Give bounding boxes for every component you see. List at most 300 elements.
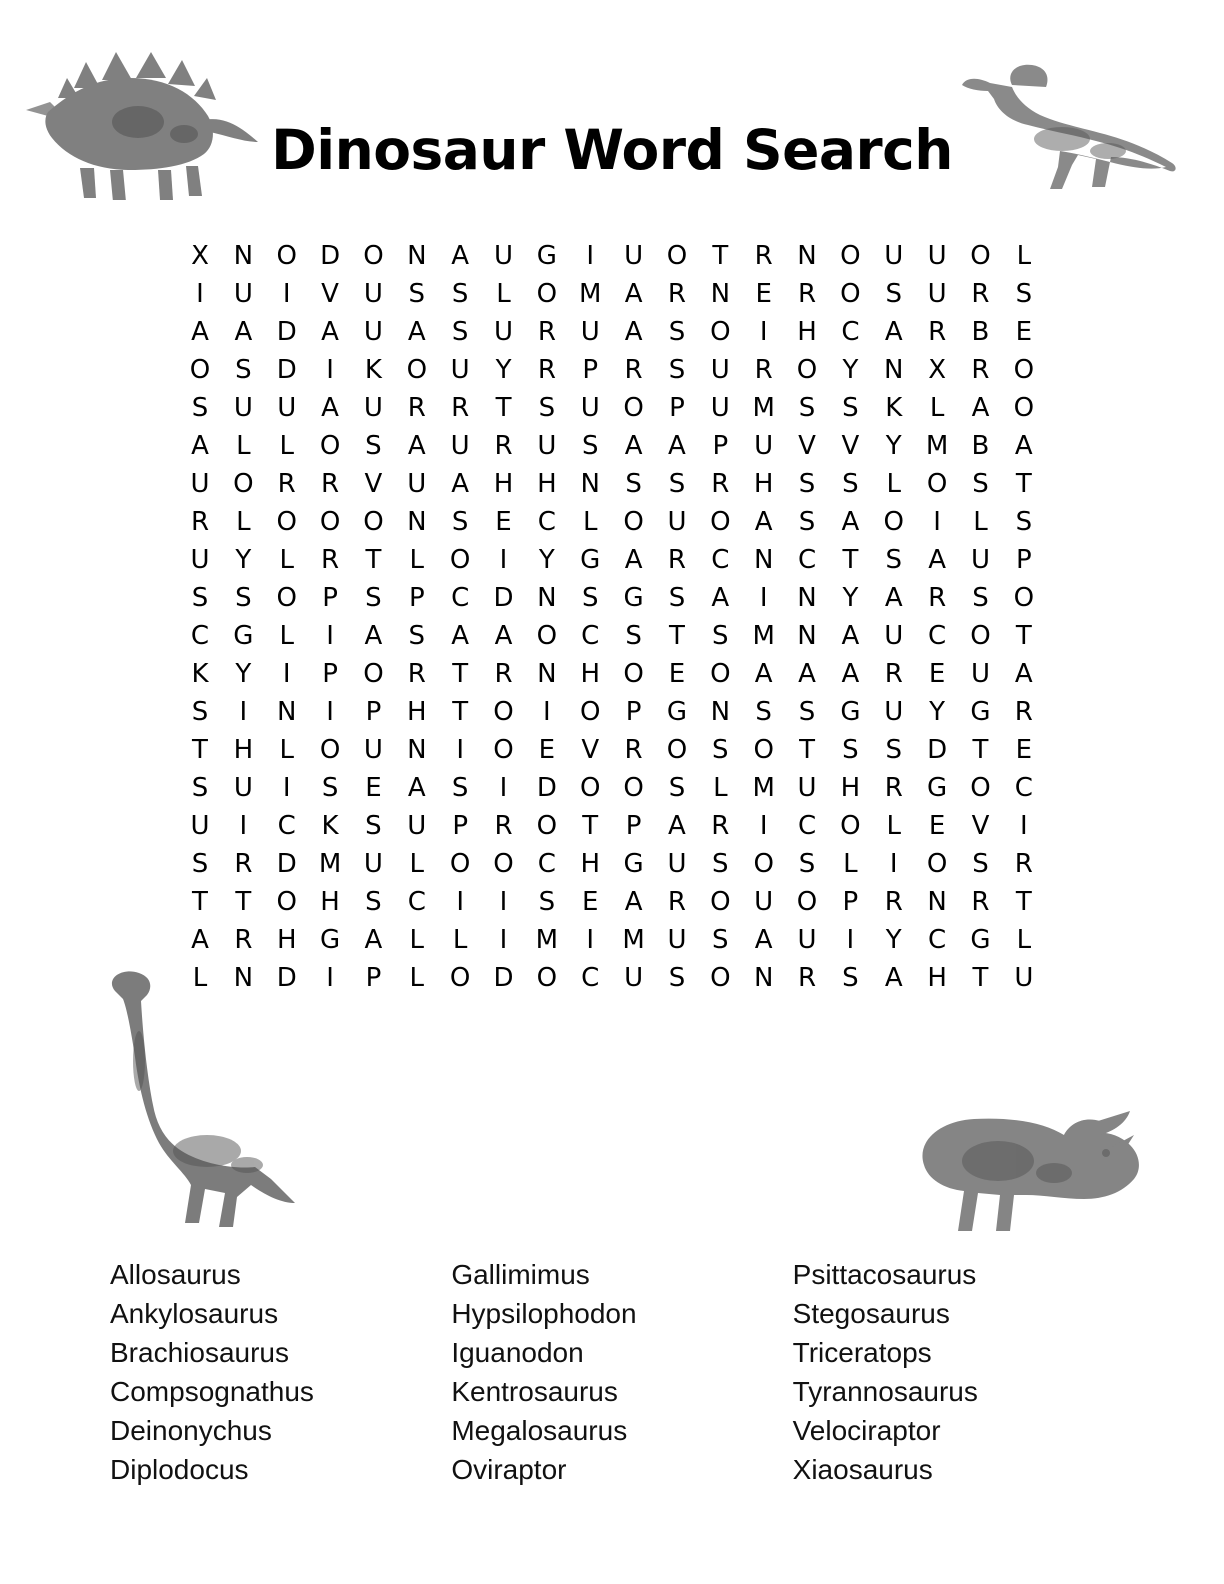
grid-cell[interactable]: I bbox=[1019, 811, 1028, 841]
grid-cell[interactable]: O bbox=[796, 887, 818, 917]
grid-cell[interactable]: O bbox=[623, 659, 644, 689]
grid-cell[interactable]: R bbox=[1014, 849, 1033, 879]
grid-cell[interactable]: O bbox=[233, 469, 254, 499]
grid-cell[interactable]: T bbox=[452, 659, 469, 689]
grid-cell[interactable]: I bbox=[282, 279, 291, 309]
grid-cell[interactable]: I bbox=[456, 735, 464, 765]
grid-cell[interactable]: A bbox=[321, 317, 339, 347]
grid-cell[interactable]: L bbox=[886, 469, 901, 499]
grid-cell[interactable]: U bbox=[754, 887, 774, 917]
grid-cell[interactable]: M bbox=[752, 393, 775, 423]
grid-cell[interactable]: H bbox=[320, 887, 340, 917]
grid-cell[interactable]: S bbox=[885, 545, 902, 575]
grid-cell[interactable]: O bbox=[926, 469, 948, 499]
grid-cell[interactable]: K bbox=[364, 355, 382, 385]
grid-cell[interactable]: R bbox=[494, 659, 513, 689]
grid-cell[interactable]: U bbox=[407, 469, 427, 499]
grid-cell[interactable]: O bbox=[710, 887, 731, 917]
grid-cell[interactable]: A bbox=[364, 621, 383, 651]
grid-cell[interactable]: S bbox=[365, 811, 382, 841]
grid-cell[interactable]: Y bbox=[538, 545, 555, 575]
grid-cell[interactable]: G bbox=[536, 241, 557, 271]
grid-cell[interactable]: I bbox=[282, 773, 291, 803]
grid-cell[interactable]: U bbox=[450, 431, 470, 461]
grid-cell[interactable]: G bbox=[840, 697, 861, 727]
grid-cell[interactable]: R bbox=[797, 279, 817, 309]
grid-cell[interactable]: G bbox=[623, 583, 644, 613]
grid-cell[interactable]: H bbox=[407, 697, 427, 727]
grid-cell[interactable]: T bbox=[669, 621, 685, 651]
grid-cell[interactable]: L bbox=[279, 545, 294, 575]
grid-cell[interactable]: A bbox=[407, 773, 426, 803]
grid-cell[interactable]: O bbox=[753, 735, 774, 765]
grid-cell[interactable]: O bbox=[449, 849, 471, 879]
grid-cell[interactable]: M bbox=[752, 773, 775, 803]
grid-cell[interactable]: S bbox=[538, 393, 556, 423]
grid-cell[interactable]: U bbox=[667, 849, 687, 879]
word-list-item[interactable]: Brachiosaurus bbox=[110, 1337, 289, 1368]
grid-cell[interactable]: U bbox=[710, 355, 730, 385]
grid-cell[interactable]: E bbox=[755, 279, 772, 309]
grid-cell[interactable]: O bbox=[623, 393, 644, 423]
grid-cell[interactable]: E bbox=[928, 659, 946, 689]
grid-cell[interactable]: A bbox=[191, 925, 209, 955]
grid-cell[interactable]: O bbox=[796, 355, 818, 385]
grid-cell[interactable]: B bbox=[971, 431, 990, 461]
grid-cell[interactable]: U bbox=[667, 925, 687, 955]
grid-cell[interactable]: I bbox=[456, 887, 464, 917]
grid-cell[interactable]: P bbox=[322, 583, 338, 613]
grid-cell[interactable]: I bbox=[759, 317, 768, 347]
grid-cell[interactable]: P bbox=[842, 887, 859, 917]
grid-cell[interactable]: S bbox=[451, 317, 469, 347]
grid-cell[interactable]: U bbox=[970, 545, 990, 575]
grid-cell[interactable]: P bbox=[365, 963, 382, 993]
grid-cell[interactable]: H bbox=[233, 735, 254, 765]
grid-cell[interactable]: A bbox=[668, 431, 686, 461]
grid-cell[interactable]: U bbox=[494, 241, 514, 271]
grid-cell[interactable]: R bbox=[971, 279, 990, 309]
grid-cell[interactable]: L bbox=[929, 393, 945, 423]
grid-cell[interactable]: U bbox=[797, 925, 817, 955]
grid-cell[interactable]: D bbox=[536, 773, 557, 803]
grid-cell[interactable]: E bbox=[538, 735, 556, 765]
grid-cell[interactable]: R bbox=[234, 925, 253, 955]
grid-cell[interactable]: T bbox=[192, 887, 208, 917]
grid-cell[interactable]: S bbox=[625, 621, 642, 651]
grid-cell[interactable]: C bbox=[841, 317, 860, 347]
grid-cell[interactable]: O bbox=[970, 773, 991, 803]
grid-cell[interactable]: K bbox=[321, 811, 339, 841]
grid-cell[interactable]: L bbox=[279, 735, 294, 765]
word-list-item[interactable]: Megalosaurus bbox=[451, 1415, 628, 1446]
grid-cell[interactable]: L bbox=[496, 279, 511, 309]
grid-cell[interactable]: O bbox=[710, 507, 731, 537]
grid-cell[interactable]: D bbox=[276, 317, 297, 347]
grid-cell[interactable]: S bbox=[798, 469, 816, 499]
word-list-item[interactable]: Iguanodon bbox=[451, 1337, 584, 1368]
grid-cell[interactable]: L bbox=[452, 925, 468, 955]
grid-cell[interactable]: O bbox=[363, 507, 384, 537]
grid-cell[interactable]: O bbox=[710, 963, 731, 993]
grid-cell[interactable]: N bbox=[927, 887, 947, 917]
grid-cell[interactable]: B bbox=[971, 317, 990, 347]
grid-cell[interactable]: S bbox=[1015, 279, 1033, 309]
grid-cell[interactable]: O bbox=[536, 621, 558, 651]
grid-cell[interactable]: N bbox=[537, 659, 557, 689]
grid-cell[interactable]: S bbox=[712, 925, 729, 955]
grid-cell[interactable]: R bbox=[711, 811, 730, 841]
grid-cell[interactable]: N bbox=[797, 241, 817, 271]
grid-cell[interactable]: N bbox=[710, 279, 731, 309]
grid-cell[interactable]: L bbox=[843, 849, 858, 879]
grid-cell[interactable]: P bbox=[322, 659, 338, 689]
grid-cell[interactable]: E bbox=[495, 507, 512, 537]
grid-cell[interactable]: U bbox=[884, 697, 904, 727]
grid-cell[interactable]: N bbox=[884, 355, 904, 385]
grid-cell[interactable]: U bbox=[190, 545, 210, 575]
grid-cell[interactable]: U bbox=[580, 317, 600, 347]
grid-cell[interactable]: A bbox=[407, 431, 426, 461]
grid-cell[interactable]: I bbox=[326, 697, 334, 727]
grid-cell[interactable]: O bbox=[926, 849, 948, 879]
grid-cell[interactable]: S bbox=[321, 773, 339, 803]
word-list-item[interactable]: Xiaosaurus bbox=[792, 1454, 933, 1485]
grid-cell[interactable]: A bbox=[841, 507, 860, 537]
grid-cell[interactable]: R bbox=[277, 469, 296, 499]
grid-cell[interactable]: I bbox=[586, 925, 595, 955]
grid-cell[interactable]: C bbox=[581, 621, 600, 651]
grid-cell[interactable]: U bbox=[190, 469, 210, 499]
grid-cell[interactable]: R bbox=[667, 545, 686, 575]
grid-cell[interactable]: I bbox=[543, 697, 551, 727]
word-list-item[interactable]: Velociraptor bbox=[792, 1415, 941, 1446]
grid-cell[interactable]: L bbox=[1016, 241, 1032, 271]
grid-cell[interactable]: S bbox=[668, 773, 686, 803]
grid-cell[interactable]: E bbox=[582, 887, 599, 917]
grid-cell[interactable]: S bbox=[668, 469, 686, 499]
grid-cell[interactable]: C bbox=[928, 925, 947, 955]
grid-cell[interactable]: L bbox=[409, 963, 425, 993]
grid-cell[interactable]: S bbox=[1015, 507, 1033, 537]
grid-cell[interactable]: I bbox=[586, 241, 595, 271]
grid-cell[interactable]: E bbox=[668, 659, 686, 689]
word-list-item[interactable]: Deinonychus bbox=[110, 1415, 272, 1446]
grid-cell[interactable]: T bbox=[365, 545, 382, 575]
grid-cell[interactable]: S bbox=[842, 393, 859, 423]
grid-cell[interactable]: V bbox=[798, 431, 816, 461]
word-list-item[interactable]: Triceratops bbox=[792, 1337, 932, 1368]
grid-cell[interactable]: R bbox=[928, 583, 947, 613]
grid-cell[interactable]: K bbox=[885, 393, 903, 423]
grid-cell[interactable]: N bbox=[407, 735, 427, 765]
grid-cell[interactable]: U bbox=[1014, 963, 1034, 993]
grid-cell[interactable]: O bbox=[710, 317, 731, 347]
grid-cell[interactable]: G bbox=[623, 849, 644, 879]
grid-cell[interactable]: S bbox=[755, 697, 772, 727]
grid-cell[interactable]: S bbox=[451, 507, 469, 537]
grid-cell[interactable]: I bbox=[846, 925, 855, 955]
grid-cell[interactable]: O bbox=[1013, 393, 1035, 423]
grid-cell[interactable]: O bbox=[319, 507, 341, 537]
grid-cell[interactable]: S bbox=[365, 887, 382, 917]
grid-cell[interactable]: T bbox=[1015, 887, 1032, 917]
grid-cell[interactable]: S bbox=[408, 621, 426, 651]
grid-cell[interactable]: E bbox=[365, 773, 382, 803]
grid-cell[interactable]: I bbox=[759, 811, 768, 841]
grid-cell[interactable]: A bbox=[1014, 431, 1033, 461]
grid-cell[interactable]: T bbox=[1015, 621, 1032, 651]
grid-cell[interactable]: R bbox=[1014, 697, 1033, 727]
grid-cell[interactable]: S bbox=[451, 279, 469, 309]
grid-cell[interactable]: R bbox=[884, 773, 903, 803]
grid-cell[interactable]: I bbox=[889, 849, 898, 879]
grid-cell[interactable]: U bbox=[927, 279, 947, 309]
grid-cell[interactable]: L bbox=[409, 925, 425, 955]
grid-cell[interactable]: R bbox=[190, 507, 210, 537]
grid-cell[interactable]: G bbox=[580, 545, 601, 575]
grid-cell[interactable]: A bbox=[451, 241, 470, 271]
grid-cell[interactable]: O bbox=[840, 811, 861, 841]
grid-cell[interactable]: A bbox=[624, 431, 643, 461]
grid-cell[interactable]: S bbox=[365, 583, 382, 613]
grid-cell[interactable]: S bbox=[798, 697, 816, 727]
grid-cell[interactable]: S bbox=[191, 849, 209, 879]
grid-cell[interactable]: M bbox=[318, 849, 342, 879]
grid-cell[interactable]: Y bbox=[235, 545, 252, 575]
grid-cell[interactable]: U bbox=[407, 811, 427, 841]
grid-cell[interactable]: N bbox=[537, 583, 557, 613]
grid-cell[interactable]: N bbox=[753, 545, 774, 575]
grid-cell[interactable]: R bbox=[797, 963, 817, 993]
grid-cell[interactable]: N bbox=[276, 697, 297, 727]
grid-cell[interactable]: S bbox=[235, 355, 252, 385]
grid-cell[interactable]: O bbox=[363, 659, 384, 689]
grid-cell[interactable]: M bbox=[535, 925, 559, 955]
grid-cell[interactable]: R bbox=[407, 393, 426, 423]
grid-cell[interactable]: A bbox=[798, 659, 816, 689]
grid-cell[interactable]: Y bbox=[885, 431, 902, 461]
grid-cell[interactable]: H bbox=[580, 849, 601, 879]
word-list-item[interactable]: Stegosaurus bbox=[792, 1298, 950, 1329]
grid-cell[interactable]: G bbox=[320, 925, 341, 955]
grid-cell[interactable]: D bbox=[276, 355, 297, 385]
grid-cell[interactable]: U bbox=[363, 279, 383, 309]
grid-cell[interactable]: U bbox=[233, 279, 253, 309]
grid-cell[interactable]: C bbox=[277, 811, 296, 841]
grid-cell[interactable]: S bbox=[712, 849, 729, 879]
grid-cell[interactable]: S bbox=[798, 849, 816, 879]
grid-cell[interactable]: R bbox=[971, 887, 990, 917]
grid-cell[interactable]: S bbox=[581, 431, 599, 461]
grid-cell[interactable]: S bbox=[972, 583, 989, 613]
grid-cell[interactable]: L bbox=[713, 773, 728, 803]
grid-cell[interactable]: S bbox=[668, 317, 686, 347]
grid-cell[interactable]: H bbox=[797, 317, 817, 347]
grid-cell[interactable]: I bbox=[282, 659, 291, 689]
grid-cell[interactable]: A bbox=[884, 317, 903, 347]
grid-cell[interactable]: I bbox=[326, 963, 334, 993]
grid-cell[interactable]: L bbox=[582, 507, 598, 537]
grid-cell[interactable]: R bbox=[321, 469, 340, 499]
grid-cell[interactable]: D bbox=[276, 849, 297, 879]
grid-cell[interactable]: S bbox=[408, 279, 426, 309]
grid-cell[interactable]: I bbox=[239, 697, 248, 727]
grid-cell[interactable]: Y bbox=[929, 697, 946, 727]
grid-cell[interactable]: T bbox=[1015, 469, 1032, 499]
grid-cell[interactable]: D bbox=[276, 963, 297, 993]
grid-cell[interactable]: S bbox=[235, 583, 252, 613]
grid-cell[interactable]: I bbox=[499, 887, 508, 917]
grid-cell[interactable]: L bbox=[1016, 925, 1032, 955]
grid-cell[interactable]: O bbox=[449, 963, 471, 993]
grid-cell[interactable]: A bbox=[624, 545, 643, 575]
grid-cell[interactable]: C bbox=[537, 849, 556, 879]
grid-cell[interactable]: C bbox=[1014, 773, 1033, 803]
grid-cell[interactable]: U bbox=[580, 393, 600, 423]
grid-cell[interactable]: V bbox=[971, 811, 990, 841]
grid-cell[interactable]: I bbox=[933, 507, 941, 537]
grid-cell[interactable]: C bbox=[451, 583, 470, 613]
grid-cell[interactable]: P bbox=[625, 811, 642, 841]
grid-cell[interactable]: G bbox=[927, 773, 948, 803]
grid-cell[interactable]: A bbox=[668, 811, 686, 841]
grid-cell[interactable]: A bbox=[971, 393, 990, 423]
grid-cell[interactable]: T bbox=[495, 393, 512, 423]
grid-cell[interactable]: C bbox=[711, 545, 730, 575]
word-list-item[interactable]: Ankylosaurus bbox=[110, 1298, 279, 1329]
grid-cell[interactable]: O bbox=[1013, 355, 1035, 385]
grid-cell[interactable]: U bbox=[884, 241, 904, 271]
grid-cell[interactable]: R bbox=[754, 355, 773, 385]
grid-cell[interactable]: U bbox=[190, 811, 210, 841]
grid-cell[interactable]: C bbox=[797, 545, 817, 575]
grid-cell[interactable]: U bbox=[624, 241, 644, 271]
grid-cell[interactable]: I bbox=[499, 925, 508, 955]
grid-cell[interactable]: T bbox=[235, 887, 252, 917]
grid-cell[interactable]: T bbox=[192, 735, 208, 765]
grid-cell[interactable]: S bbox=[798, 507, 816, 537]
grid-cell[interactable]: T bbox=[452, 697, 469, 727]
grid-cell[interactable]: O bbox=[623, 773, 644, 803]
grid-cell[interactable]: C bbox=[190, 621, 210, 651]
grid-cell[interactable]: U bbox=[537, 431, 557, 461]
grid-cell[interactable]: I bbox=[326, 355, 334, 385]
grid-cell[interactable]: R bbox=[711, 469, 730, 499]
grid-cell[interactable]: R bbox=[494, 431, 513, 461]
grid-cell[interactable]: S bbox=[538, 887, 556, 917]
grid-cell[interactable]: S bbox=[798, 393, 816, 423]
grid-cell[interactable]: S bbox=[191, 583, 209, 613]
grid-cell[interactable]: S bbox=[191, 393, 209, 423]
grid-cell[interactable]: T bbox=[842, 545, 859, 575]
grid-cell[interactable]: N bbox=[797, 621, 817, 651]
grid-cell[interactable]: U bbox=[667, 507, 687, 537]
grid-cell[interactable]: O bbox=[840, 241, 861, 271]
grid-cell[interactable]: I bbox=[326, 621, 334, 651]
grid-cell[interactable]: V bbox=[581, 735, 600, 765]
grid-cell[interactable]: S bbox=[625, 469, 642, 499]
grid-cell[interactable]: N bbox=[407, 507, 427, 537]
grid-cell[interactable]: A bbox=[928, 545, 946, 575]
grid-cell[interactable]: A bbox=[884, 963, 903, 993]
grid-cell[interactable]: P bbox=[452, 811, 468, 841]
grid-cell[interactable]: P bbox=[408, 583, 425, 613]
grid-cell[interactable]: U bbox=[363, 393, 383, 423]
grid-cell[interactable]: U bbox=[710, 393, 730, 423]
grid-cell[interactable]: O bbox=[276, 887, 297, 917]
grid-cell[interactable]: U bbox=[363, 735, 383, 765]
grid-cell[interactable]: X bbox=[191, 241, 209, 271]
grid-cell[interactable]: I bbox=[499, 773, 508, 803]
grid-cell[interactable]: I bbox=[196, 279, 204, 309]
grid-cell[interactable]: U bbox=[233, 773, 253, 803]
grid-cell[interactable]: A bbox=[407, 317, 426, 347]
grid-cell[interactable]: U bbox=[233, 393, 253, 423]
grid-cell[interactable]: A bbox=[754, 507, 773, 537]
grid-cell[interactable]: A bbox=[754, 659, 773, 689]
word-list-item[interactable]: Diplodocus bbox=[110, 1454, 249, 1485]
grid-cell[interactable]: L bbox=[192, 963, 208, 993]
grid-cell[interactable]: R bbox=[667, 887, 686, 917]
grid-cell[interactable]: G bbox=[666, 697, 688, 727]
grid-cell[interactable]: N bbox=[797, 583, 817, 613]
grid-cell[interactable]: O bbox=[666, 735, 688, 765]
grid-cell[interactable]: N bbox=[233, 241, 254, 271]
grid-cell[interactable]: O bbox=[363, 241, 384, 271]
grid-cell[interactable]: C bbox=[581, 963, 600, 993]
grid-cell[interactable]: A bbox=[754, 925, 773, 955]
grid-cell[interactable]: O bbox=[883, 507, 904, 537]
grid-cell[interactable]: U bbox=[363, 849, 383, 879]
grid-cell[interactable]: A bbox=[884, 583, 903, 613]
grid-cell[interactable]: L bbox=[409, 545, 425, 575]
grid-cell[interactable]: G bbox=[970, 925, 991, 955]
grid-cell[interactable]: O bbox=[536, 963, 558, 993]
grid-cell[interactable]: S bbox=[668, 963, 686, 993]
word-list-item[interactable]: Oviraptor bbox=[451, 1454, 567, 1485]
grid-cell[interactable]: S bbox=[842, 963, 859, 993]
grid-cell[interactable]: R bbox=[407, 659, 426, 689]
grid-cell[interactable]: H bbox=[493, 469, 514, 499]
grid-cell[interactable]: R bbox=[321, 545, 340, 575]
grid-cell[interactable]: S bbox=[668, 355, 686, 385]
grid-cell[interactable]: C bbox=[537, 507, 556, 537]
grid-cell[interactable]: E bbox=[1015, 735, 1033, 765]
grid-cell[interactable]: S bbox=[885, 735, 902, 765]
grid-cell[interactable]: L bbox=[973, 507, 988, 537]
grid-cell[interactable]: P bbox=[625, 697, 642, 727]
grid-cell[interactable]: R bbox=[537, 317, 556, 347]
grid-cell[interactable]: U bbox=[450, 355, 470, 385]
grid-cell[interactable]: O bbox=[623, 507, 644, 537]
grid-cell[interactable]: O bbox=[580, 697, 601, 727]
word-list-item[interactable]: Allosaurus bbox=[110, 1259, 241, 1290]
grid-cell[interactable]: Y bbox=[495, 355, 512, 385]
grid-cell[interactable]: L bbox=[279, 431, 294, 461]
grid-cell[interactable]: N bbox=[407, 241, 427, 271]
grid-cell[interactable]: E bbox=[1015, 317, 1033, 347]
grid-cell[interactable]: O bbox=[449, 545, 471, 575]
grid-cell[interactable]: L bbox=[409, 849, 425, 879]
word-list-item[interactable]: Tyrannosaurus bbox=[792, 1376, 978, 1407]
grid-cell[interactable]: N bbox=[753, 963, 774, 993]
grid-cell[interactable]: O bbox=[666, 241, 688, 271]
grid-cell[interactable]: Y bbox=[885, 925, 902, 955]
grid-cell[interactable]: A bbox=[451, 469, 470, 499]
grid-cell[interactable]: H bbox=[840, 773, 861, 803]
grid-cell[interactable]: D bbox=[493, 583, 514, 613]
